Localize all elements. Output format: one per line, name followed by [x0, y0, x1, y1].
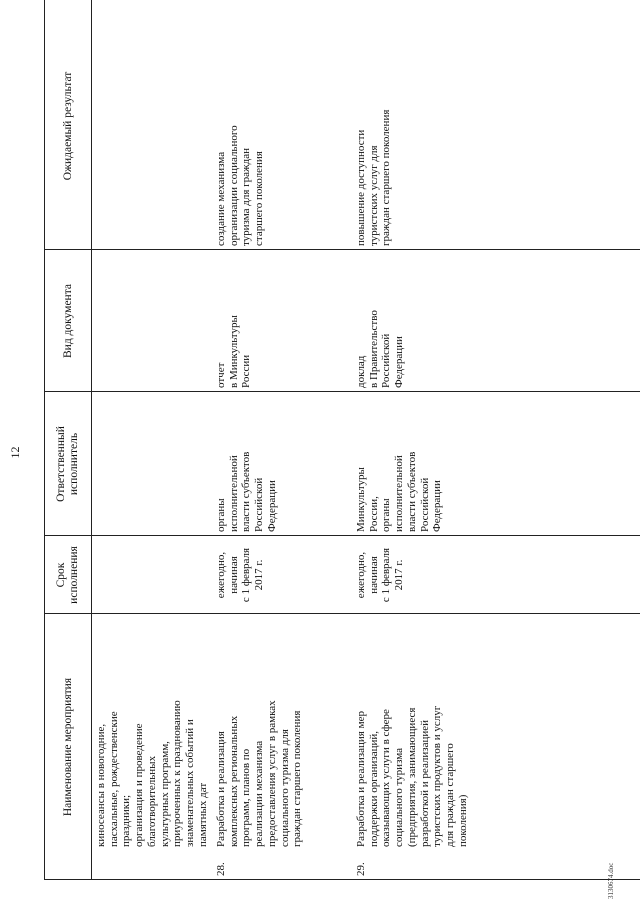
document-id: 3130674.doc — [607, 862, 615, 899]
row-term: ежегодно, начиная с 1 февраля 2017 г. — [215, 547, 266, 603]
header-name: Наименование мероприятия — [61, 677, 74, 817]
column-divider — [44, 249, 640, 250]
row-term: ежегодно, начиная с 1 февраля 2017 г. — [355, 547, 406, 603]
header-executor: Ответственный исполнитель — [55, 426, 80, 502]
header-doc-type: Вид документа — [61, 284, 74, 358]
row-executor: органы исполнительной власти субъектов Российской Федерации — [215, 451, 278, 532]
row-name: Разработка и реализация мер поддержки организаций, оказывающих услуги в сфере социального туризма (предприятия, занимающиеся разработкой и реализацией туристских продуктов и услуг для граждан старшего поколения) — [355, 705, 469, 847]
row-result: повышение доступности туристских услуг для граждан старшего поколения — [355, 109, 393, 246]
header-result: Ожидаемый результат — [61, 71, 74, 181]
row-doc-type: доклад в Правительство Российской Федерации — [355, 310, 406, 388]
row-doc-type: отчет в Минкультуры России — [215, 315, 253, 388]
row-number: 29. — [355, 862, 367, 876]
row-executor: Минкультуры России, органы исполнительной власти субъектов Российской Федерации — [355, 451, 444, 532]
column-divider — [44, 879, 640, 880]
header-term: Срок исполнения — [55, 546, 80, 604]
column-divider — [44, 535, 640, 536]
row-name: Разработка и реализация комплексных региональных программ, планов по реализации механизма предоставления услуг в рамках социального туризма для граждан старшего поколения — [215, 700, 304, 847]
continuation-name: киносеансы в новогодние, пасхальные, рождественские праздники; организация и проведение благотворительных культурных программ, приуроченных к празднованию знаменательных событий и памятных дат — [95, 700, 209, 847]
column-divider — [44, 613, 640, 614]
row-result: создание механизма организации социального туризма для граждан старшего поколения — [215, 125, 266, 246]
table-top-border — [44, 0, 45, 880]
header-bottom-border — [91, 0, 92, 880]
row-number: 28. — [215, 862, 227, 876]
column-divider — [44, 391, 640, 392]
page-number: 12 — [8, 446, 22, 459]
